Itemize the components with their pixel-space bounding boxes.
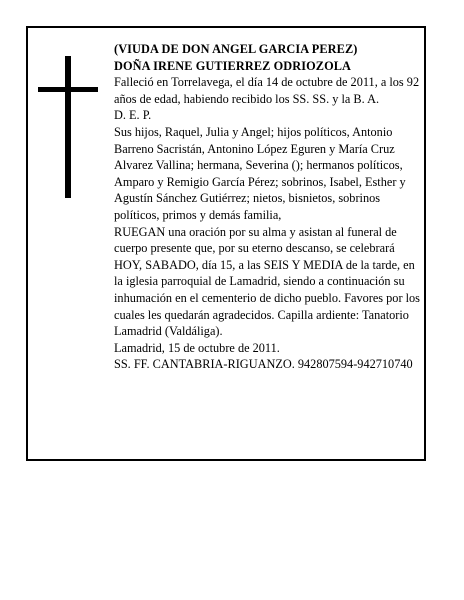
place-date: Lamadrid, 15 de octubre de 2011.	[114, 340, 280, 355]
cross-vertical-bar	[65, 56, 71, 198]
funeral-home: SS. FF. CANTABRIA-RIGUANZO. 942807594-942710740	[114, 357, 413, 372]
family-list: Sus hijos, Raquel, Julia y Angel; hijos políticos, Antonio Barreno Sacristán, Antonino López Eguren y María Cruz Alvarez Vallina; hermana, Severina (); hermanos políticos, Amparo y Remigio García Pérez; sobrinos, Isabel, Esther y Agustín Sánchez Gutiérrez; nietos, bisnietos, sobrinos políticos, primos y demás familia,	[114, 124, 406, 222]
rip-line: D. E. P.	[114, 108, 152, 123]
notice-text	[114, 41, 420, 373]
death-statement: Falleció en Torrelavega, el día 14 de octubre de 2011, a los 92 años de edad, habiendo recibido los SS. SS. y la B. A.	[114, 75, 420, 106]
obituary-notice	[26, 26, 426, 461]
funeral-request: RUEGAN una oración por su alma y asistan al funeral de cuerpo presente que, por su eterno descanso, se celebrará HOY, SABADO, día 15, a las SEIS Y MEDIA de la tarde, en la iglesia parroquial de Lamadrid, siendo a continuación su inhumación en el cementerio de dicho pueblo. Favores por los cuales les quedarán agradecidos. Capilla ardiente: Tanatorio Lamadrid (Valdáliga).	[114, 224, 420, 339]
widow-of-line: (VIUDA DE DON ANGEL GARCIA PEREZ)	[114, 42, 358, 56]
cross-icon	[38, 56, 98, 198]
cross-horizontal-bar	[38, 87, 98, 92]
deceased-name: DOÑA IRENE GUTIERREZ ODRIOZOLA	[114, 58, 352, 73]
